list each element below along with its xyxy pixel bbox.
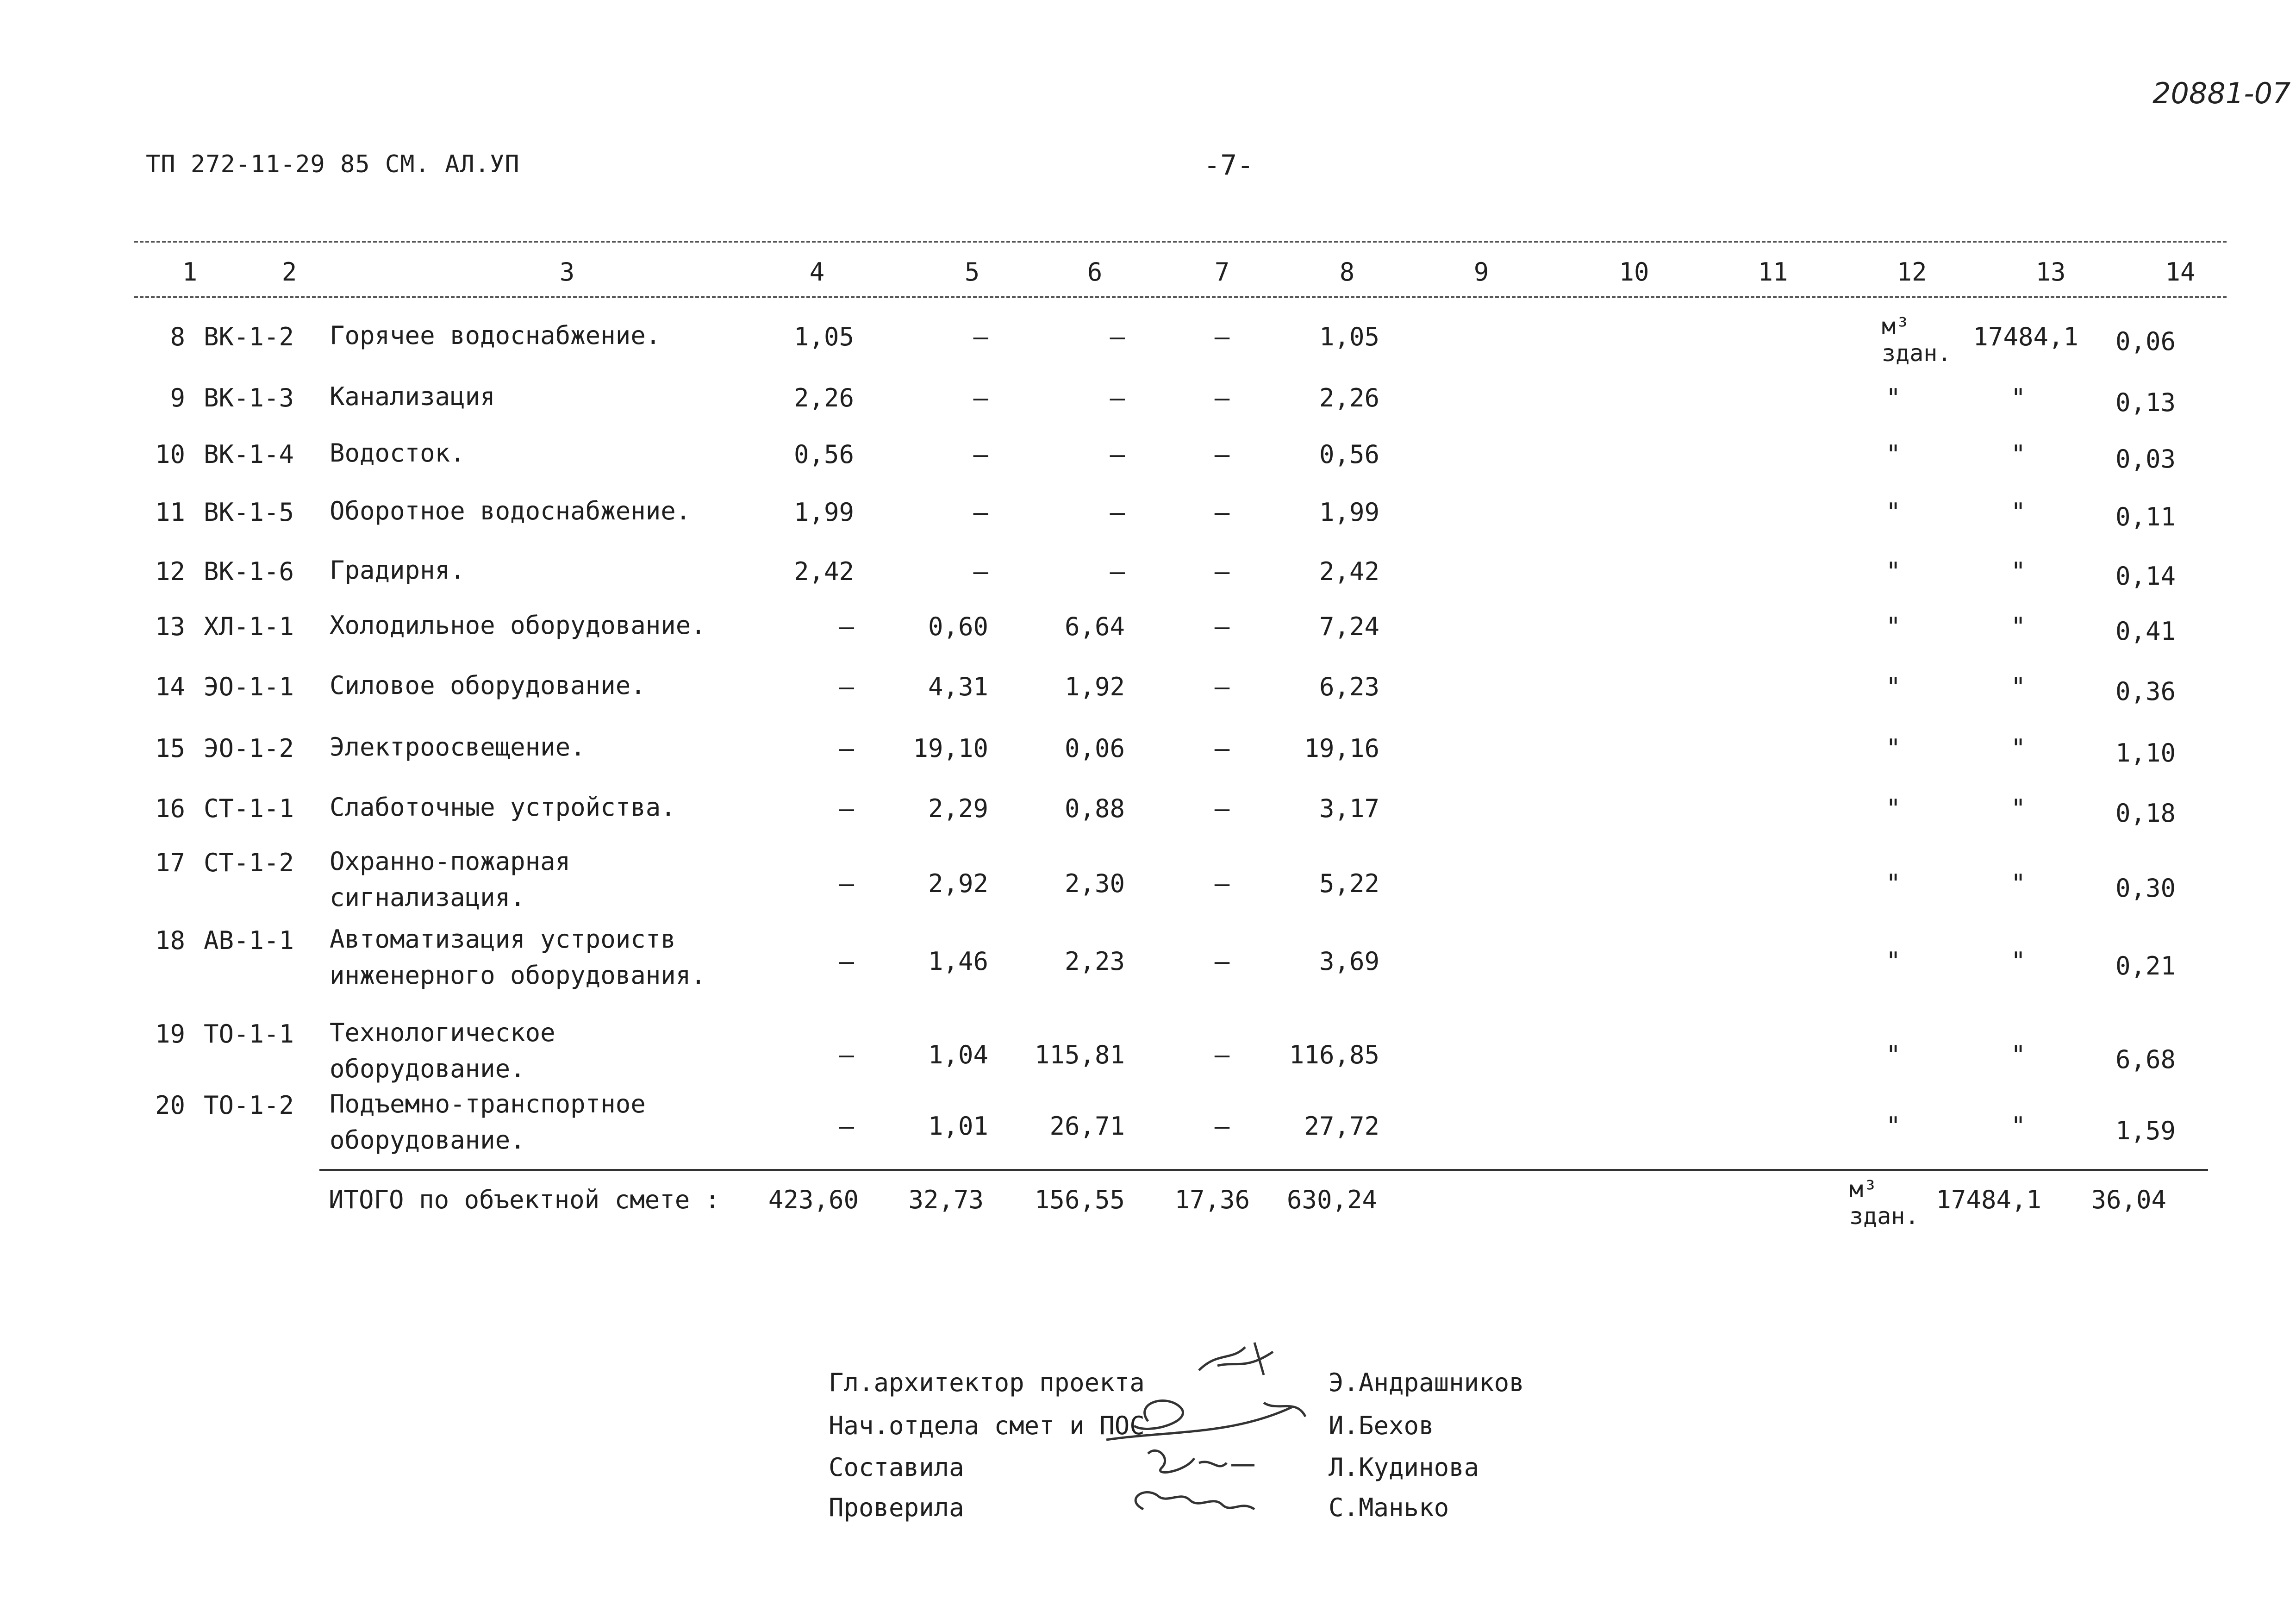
row-name: Градирня.: [330, 556, 465, 585]
row-name: Оборотное водоснабжение.: [330, 496, 691, 525]
cell-c4: 1,99: [793, 498, 854, 527]
cell-c13: ": [2010, 672, 2026, 701]
cell-c7: –: [1214, 672, 1230, 701]
cell-c6: 115,81: [1034, 1040, 1125, 1069]
cell-c8: 19,16: [1304, 734, 1379, 763]
cell-c4: –: [839, 1112, 854, 1141]
cell-c4: –: [839, 612, 854, 641]
cell-c6: –: [1110, 322, 1125, 351]
row-code: ВК-1-4: [204, 440, 294, 469]
row-name: Водосток.: [330, 438, 465, 468]
cell-c6: 6,64: [1064, 612, 1125, 641]
row-name: Технологическое оборудование.: [330, 1018, 555, 1083]
total-c5: 32,73: [908, 1185, 984, 1214]
signature-role: Гл.архитектор проекта: [829, 1368, 1145, 1397]
cell-c8: 1,05: [1319, 322, 1379, 351]
cell-c14: 0,30: [2115, 874, 2176, 903]
cell-unit: ": [1885, 498, 1901, 527]
cell-c8: 1,99: [1319, 498, 1379, 527]
signature-role: Составила: [829, 1453, 964, 1482]
cell-c14: 0,21: [2115, 951, 2176, 981]
row-number: 11: [155, 498, 185, 527]
row-code: ЭО-1-1: [204, 672, 294, 701]
column-header-9: 9: [1473, 257, 1489, 287]
cell-c13: ": [2010, 869, 2026, 898]
cell-c4: –: [839, 794, 854, 823]
row-name: Охранно-пожарная сигнализация.: [330, 847, 571, 912]
document-number: 20881-07: [2152, 76, 2291, 110]
cell-unit: ": [1885, 1040, 1901, 1069]
cell-c14: 0,03: [2115, 444, 2176, 474]
cell-c8: 5,22: [1319, 869, 1379, 898]
cell-c8: 2,42: [1319, 557, 1379, 586]
document-code: ТП 272-11-29 85 СМ. АЛ.УП: [146, 150, 520, 178]
row-number: 19: [155, 1019, 185, 1049]
cell-c7: –: [1214, 734, 1230, 763]
cell-c4: 2,26: [793, 383, 854, 412]
column-header-1: 1: [182, 257, 198, 287]
cell-c6: –: [1110, 557, 1125, 586]
cell-c6: 1,92: [1064, 672, 1125, 701]
cell-c4: –: [839, 672, 854, 701]
cell-unit: ": [1885, 1112, 1901, 1141]
row-name: Автоматизация устроиств инженерного оборудования.: [330, 924, 706, 990]
cell-c14: 0,41: [2115, 617, 2176, 646]
cell-c13: ": [2010, 734, 2026, 763]
row-name: Горячее водоснабжение.: [330, 321, 661, 350]
row-code: АВ-1-1: [204, 926, 294, 955]
cell-c6: –: [1110, 383, 1125, 412]
cell-c14: 0,11: [2115, 502, 2176, 531]
total-label: ИТОГО по объектной смете :: [329, 1185, 720, 1214]
cell-c6: 26,71: [1049, 1112, 1125, 1141]
cell-c14: 0,36: [2115, 677, 2176, 706]
cell-c7: –: [1214, 1112, 1230, 1141]
column-header-14: 14: [2165, 257, 2196, 287]
cell-c8: 7,24: [1319, 612, 1379, 641]
cell-c7: –: [1214, 869, 1230, 898]
column-header-12: 12: [1897, 257, 1927, 287]
cell-c5: –: [973, 322, 988, 351]
cell-c7: –: [1214, 498, 1230, 527]
cell-c5: 1,04: [928, 1040, 988, 1069]
row-code: ВК-1-3: [204, 383, 294, 412]
cell-c8: 2,26: [1319, 383, 1379, 412]
signature-name: Э.Андрашников: [1329, 1368, 1524, 1397]
cell-c14: 0,14: [2115, 562, 2176, 591]
cell-c7: –: [1214, 612, 1230, 641]
cell-c8: 0,56: [1319, 440, 1379, 469]
cell-unit: ": [1885, 557, 1901, 586]
row-code: ВК-1-5: [204, 498, 294, 527]
cell-c7: –: [1214, 440, 1230, 469]
row-number: 16: [155, 794, 185, 823]
cell-unit: ": [1885, 672, 1901, 701]
cell-c7: –: [1214, 557, 1230, 586]
column-header-4: 4: [809, 257, 825, 287]
column-header-6: 6: [1087, 257, 1103, 287]
cell-c13: ": [2010, 498, 2026, 527]
total-c8: 630,24: [1286, 1185, 1377, 1214]
cell-c13: ": [2010, 383, 2026, 412]
cell-unit: ": [1885, 794, 1901, 823]
cell-c5: 19,10: [913, 734, 988, 763]
handwritten-signatures: [1079, 1333, 1338, 1546]
cell-c5: 2,92: [928, 869, 988, 898]
row-name: Канализация: [330, 382, 495, 411]
cell-c7: –: [1214, 1040, 1230, 1069]
row-number: 10: [155, 440, 185, 469]
row-code: ТО-1-2: [204, 1091, 294, 1120]
cell-c4: –: [839, 947, 854, 976]
cell-c7: –: [1214, 947, 1230, 976]
cell-c5: 1,01: [928, 1112, 988, 1141]
cell-c4: 1,05: [793, 322, 854, 351]
cell-c7: –: [1214, 794, 1230, 823]
signature-role: Нач.отдела смет и ПОС: [829, 1411, 1145, 1440]
row-name: Холодильное оборудование.: [330, 611, 706, 640]
column-header-2: 2: [281, 257, 297, 287]
row-name: Электроосвещение.: [330, 732, 586, 762]
cell-c4: –: [839, 734, 854, 763]
cell-c13: ": [2010, 557, 2026, 586]
total-unit: м³ здан.: [1849, 1176, 1919, 1230]
cell-c8: 6,23: [1319, 672, 1379, 701]
row-name: Силовое оборудование.: [330, 671, 646, 700]
cell-c8: 116,85: [1289, 1040, 1379, 1069]
page-number: -7-: [1204, 149, 1254, 181]
totals-rule: [319, 1169, 2208, 1171]
column-header-5: 5: [964, 257, 980, 287]
column-header-3: 3: [559, 257, 575, 287]
total-c14: 36,04: [2091, 1185, 2166, 1214]
cell-c14: 1,10: [2115, 738, 2176, 768]
row-number: 9: [170, 383, 185, 412]
cell-c5: 2,29: [928, 794, 988, 823]
cell-c5: –: [973, 440, 988, 469]
cell-c5: –: [973, 557, 988, 586]
cell-c4: –: [839, 869, 854, 898]
cell-c13: ": [2010, 440, 2026, 469]
column-header-13: 13: [2035, 257, 2066, 287]
column-header-7: 7: [1214, 257, 1230, 287]
cell-c4: –: [839, 1040, 854, 1069]
cell-c5: –: [973, 383, 988, 412]
row-number: 20: [155, 1091, 185, 1120]
cell-c8: 27,72: [1304, 1112, 1379, 1141]
row-number: 18: [155, 926, 185, 955]
total-c13: 17484,1: [1936, 1185, 2041, 1214]
row-number: 14: [155, 672, 185, 701]
cell-c14: 0,13: [2115, 388, 2176, 417]
row-code: ВК-1-6: [204, 557, 294, 586]
cell-unit: ": [1885, 383, 1901, 412]
cell-c6: 0,06: [1064, 734, 1125, 763]
cell-c6: –: [1110, 440, 1125, 469]
row-name: Подъемно-транспортное оборудование.: [330, 1089, 646, 1155]
cell-c6: 0,88: [1064, 794, 1125, 823]
cell-c14: 0,06: [2115, 327, 2176, 356]
column-header-8: 8: [1339, 257, 1355, 287]
cell-c5: 4,31: [928, 672, 988, 701]
total-c4: 423,60: [768, 1185, 859, 1214]
column-header-11: 11: [1758, 257, 1788, 287]
total-c7: 17,36: [1174, 1185, 1250, 1214]
row-code: ВК-1-2: [204, 322, 294, 351]
cell-c5: 1,46: [928, 947, 988, 976]
cell-unit: ": [1885, 869, 1901, 898]
row-code: ТО-1-1: [204, 1019, 294, 1049]
cell-c7: –: [1214, 383, 1230, 412]
signature-name: И.Бехов: [1329, 1411, 1434, 1440]
cell-c13: ": [2010, 794, 2026, 823]
row-code: ХЛ-1-1: [204, 612, 294, 641]
cell-c13: 17484,1: [1973, 322, 2078, 351]
cell-c6: –: [1110, 498, 1125, 527]
row-number: 12: [155, 557, 185, 586]
header-bottom-rule: [134, 296, 2227, 298]
row-number: 15: [155, 734, 185, 763]
row-number: 8: [170, 322, 185, 351]
cell-c6: 2,30: [1064, 869, 1125, 898]
table-top-rule: [134, 241, 2227, 243]
row-number: 17: [155, 848, 185, 877]
cell-c8: 3,69: [1319, 947, 1379, 976]
row-name: Слаботочные устройства.: [330, 793, 676, 822]
cell-c14: 1,59: [2115, 1116, 2176, 1145]
cell-c4: 2,42: [793, 557, 854, 586]
cell-c14: 0,18: [2115, 799, 2176, 828]
cell-c13: ": [2010, 947, 2026, 976]
signature-name: Л.Кудинова: [1329, 1453, 1479, 1482]
cell-c13: ": [2010, 612, 2026, 641]
cell-unit: ": [1885, 734, 1901, 763]
cell-c4: 0,56: [793, 440, 854, 469]
cell-c5: 0,60: [928, 612, 988, 641]
cell-c6: 2,23: [1064, 947, 1125, 976]
row-code: СТ-1-1: [204, 794, 294, 823]
column-header-10: 10: [1619, 257, 1649, 287]
cell-c7: –: [1214, 322, 1230, 351]
cell-c8: 3,17: [1319, 794, 1379, 823]
cell-c14: 6,68: [2115, 1045, 2176, 1074]
cell-unit: ": [1885, 612, 1901, 641]
row-code: СТ-1-2: [204, 848, 294, 877]
signature-name: С.Манько: [1329, 1493, 1449, 1522]
cell-c5: –: [973, 498, 988, 527]
row-code: ЭО-1-2: [204, 734, 294, 763]
row-number: 13: [155, 612, 185, 641]
cell-unit: ": [1885, 947, 1901, 976]
cell-c13: ": [2010, 1040, 2026, 1069]
cell-c13: ": [2010, 1112, 2026, 1141]
cell-unit: м³ здан.: [1882, 313, 1952, 367]
total-c6: 156,55: [1034, 1185, 1125, 1214]
cell-unit: ": [1885, 440, 1901, 469]
signature-role: Проверила: [829, 1493, 964, 1522]
